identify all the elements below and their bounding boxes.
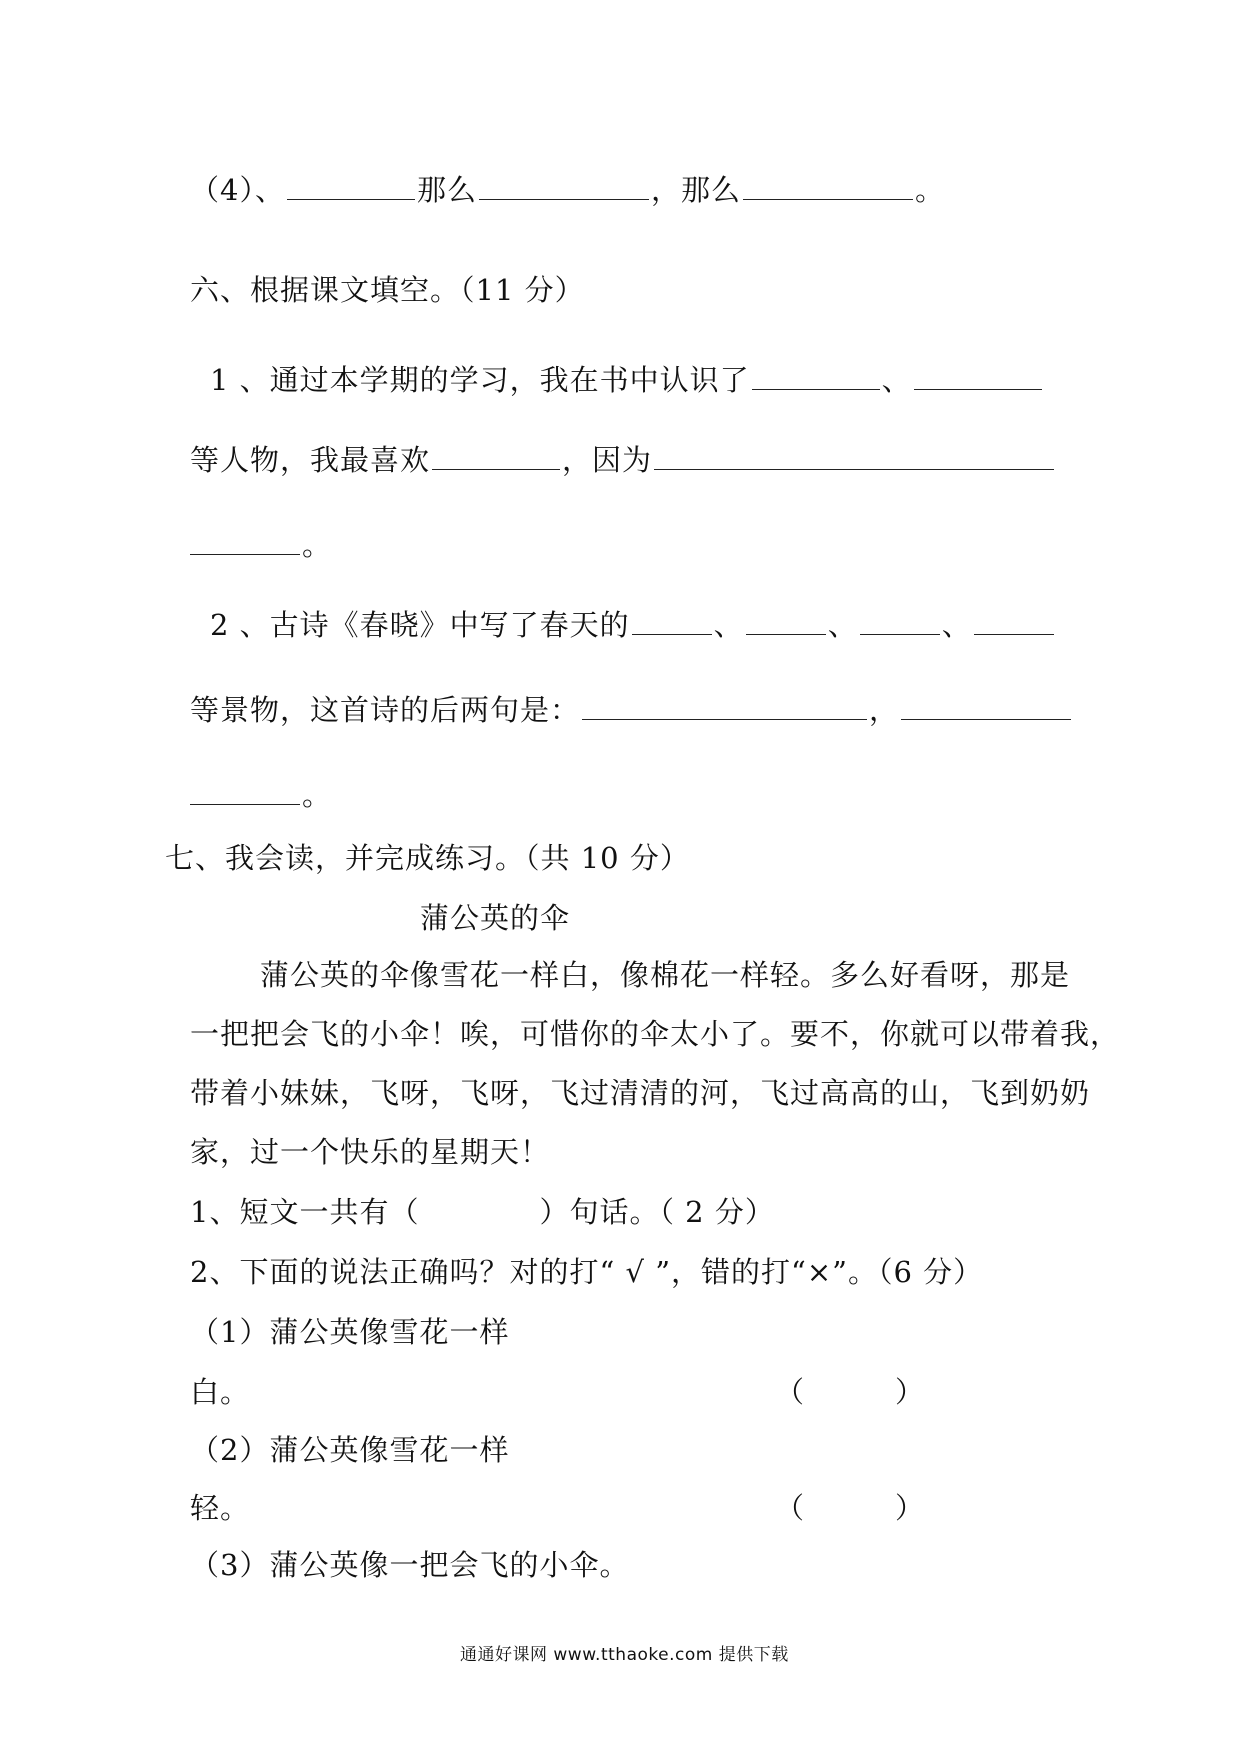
- section6-q2-comma: ，: [869, 693, 900, 727]
- section6-q2-blank-7[interactable]: [190, 776, 300, 805]
- section6-q1-text-2b: ，因为: [562, 443, 653, 477]
- section7-q2-item1-paren[interactable]: （ ）: [775, 1375, 926, 1409]
- section6-q1-end: 。: [302, 528, 333, 562]
- section6-q1-line1: [210, 360, 1044, 400]
- section7-q1-text-b: ）句话。（ 2 分）: [539, 1195, 775, 1229]
- q5-item4-blank-3[interactable]: [743, 171, 913, 200]
- section6-q1-sep: 、: [881, 363, 912, 397]
- passage-line-3: 带着小妹妹，飞呀，飞呀，飞过清清的河，飞过高高的山，飞到奶奶: [190, 1076, 1091, 1110]
- q5-item4-mid1: 那么: [416, 173, 477, 207]
- section6-q1-text-2a: 等人物，我最喜欢: [190, 443, 431, 477]
- q5-item4: [190, 170, 945, 210]
- section6-q2-line1: [210, 605, 1056, 645]
- section6-q1-line3: [190, 525, 332, 565]
- section6-q2-line2: [190, 690, 1073, 730]
- passage-line-2: 一把把会飞的小伞！唉，可惜你的伞太小了。要不，你就可以带着我，: [190, 1017, 1121, 1051]
- section6-q2-blank-4[interactable]: [974, 606, 1054, 635]
- section6-q1-blank-4[interactable]: [654, 441, 1054, 470]
- section7-q2: 2、下面的说法正确吗？对的打“ √ ”，错的打“×”。（6 分）: [190, 1255, 984, 1289]
- section6-q2-text: 2 、古诗《春晓》中写了春天的: [210, 608, 630, 642]
- q5-item4-blank-2[interactable]: [479, 171, 649, 200]
- section6-q1-blank-1[interactable]: [752, 361, 880, 390]
- passage-line-4: 家，过一个快乐的星期天！: [190, 1135, 551, 1169]
- section6-q2-sep-1: 、: [713, 608, 744, 642]
- section6-q1-line2: [190, 440, 1056, 480]
- section7-q2-item3-line1: （3）蒲公英像一把会飞的小伞。: [190, 1548, 630, 1582]
- passage-line-1: 蒲公英的伞像雪花一样白，像棉花一样轻。多么好看呀，那是: [260, 958, 1071, 992]
- q5-item4-end: 。: [914, 173, 945, 207]
- section6-q2-blank-2[interactable]: [746, 606, 826, 635]
- section7-heading: 七、我会读，并完成练习。（共 10 分）: [165, 841, 690, 875]
- section7-q2-item1-line1: （1）蒲公英像雪花一样: [190, 1315, 510, 1349]
- section6-q2-end: 。: [302, 778, 333, 812]
- section7-q2-item2-paren[interactable]: （ ）: [775, 1491, 926, 1525]
- q5-item4-blank-1[interactable]: [287, 171, 415, 200]
- section6-q2-line3: [190, 775, 332, 815]
- section6-q1-blank-2[interactable]: [914, 361, 1042, 390]
- section7-q1-text-a: 1、短文一共有（: [190, 1195, 420, 1229]
- section6-q1-blank-5[interactable]: [190, 526, 300, 555]
- section6-q2-text-2a: 等景物，这首诗的后两句是：: [190, 693, 581, 727]
- section7-q1: [190, 1192, 775, 1232]
- section7-q2-item2-line1: （2）蒲公英像雪花一样: [190, 1433, 510, 1467]
- section6-q2-blank-6[interactable]: [901, 691, 1071, 720]
- section6-q2-blank-1[interactable]: [632, 606, 712, 635]
- section6-q1-blank-3[interactable]: [432, 441, 560, 470]
- section6-q2-blank-3[interactable]: [860, 606, 940, 635]
- page-footer: 通通好课网 www.tthaoke.com 提供下载: [460, 1645, 789, 1665]
- section7-q2-item2-line2: 轻。: [190, 1491, 251, 1525]
- section6-q2-sep-3: 、: [941, 608, 972, 642]
- section6-q2-sep-2: 、: [827, 608, 858, 642]
- section6-heading: 六、根据课文填空。（11 分）: [190, 273, 585, 307]
- q5-item4-prefix: （4）、: [190, 173, 285, 207]
- section6-q2-blank-5[interactable]: [582, 691, 867, 720]
- section6-q1-text: 1 、通过本学期的学习，我在书中认识了: [210, 363, 750, 397]
- q5-item4-mid2: ，那么: [650, 173, 741, 207]
- passage-title: 蒲公英的伞: [420, 901, 571, 935]
- section7-q2-item1-line2: 白。: [190, 1375, 251, 1409]
